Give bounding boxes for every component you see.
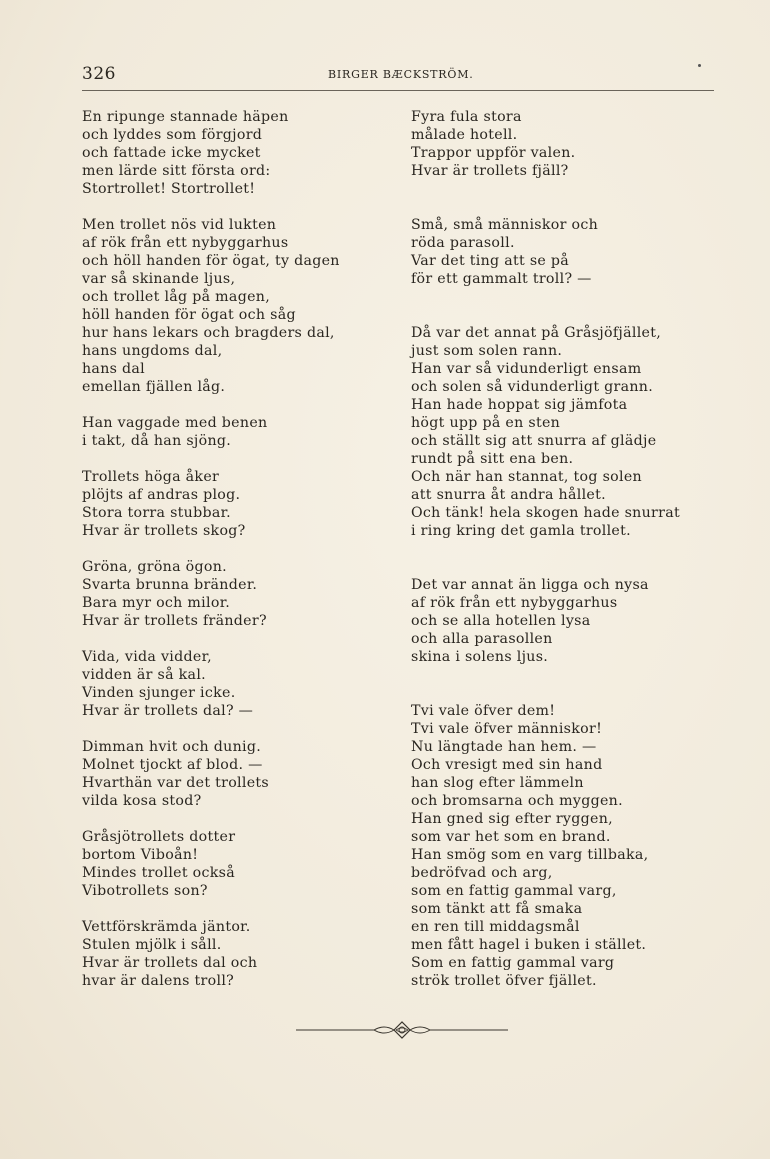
poem-line: och ställt sig att snurra af glädje bbox=[411, 433, 657, 449]
poem-line: Men trollet nös vid lukten bbox=[82, 217, 277, 233]
poem-line: och höll handen för ögat, ty dagen bbox=[82, 253, 340, 269]
poem-line: Små, små människor och bbox=[411, 217, 599, 233]
stanza bbox=[411, 216, 731, 288]
poem-line: Han smög som en varg tillbaka, bbox=[411, 847, 649, 863]
poem-line: Han var så vidunderligt ensam bbox=[411, 361, 642, 377]
poem-line: hans dal bbox=[82, 361, 146, 377]
left-poem-column bbox=[82, 108, 382, 990]
poem-line: strök trollet öfver fjället. bbox=[411, 973, 597, 989]
poem-line: och solen så vidunderligt grann. bbox=[411, 379, 654, 395]
poem-line: Vinden sjunger icke. bbox=[82, 685, 236, 701]
poem-line: och alla parasollen bbox=[411, 631, 553, 647]
poem-line: höll handen för ögat och såg bbox=[82, 307, 296, 323]
poem-line: Han vaggade med benen bbox=[82, 415, 268, 431]
page-header bbox=[82, 64, 714, 91]
stanza bbox=[82, 216, 382, 396]
poem-line: Hvar är trollets dal och bbox=[82, 955, 258, 971]
poem-line: var så skinande ljus, bbox=[82, 271, 236, 287]
poem-line: Hvar är trollets fränder? bbox=[82, 613, 267, 629]
poem-line: Stortrollet! Stortrollet! bbox=[82, 181, 256, 197]
poem-line: vidden är så kal. bbox=[82, 667, 206, 683]
poem-line: bortom Viboån! bbox=[82, 847, 199, 863]
poem-line: Gröna, gröna ögon. bbox=[82, 559, 227, 575]
poem-line: Stora torra stubbar. bbox=[82, 505, 231, 521]
poem-line: Tvi vale öfver människor! bbox=[411, 721, 603, 737]
poem-line: hvar är dalens troll? bbox=[82, 973, 235, 989]
poem-line: Trollets höga åker bbox=[82, 469, 220, 485]
stanza bbox=[82, 108, 382, 198]
poem-line: men lärde sitt första ord: bbox=[82, 163, 271, 179]
stanza bbox=[411, 108, 731, 180]
stanza bbox=[82, 468, 382, 540]
poem-line: och bromsarna och myggen. bbox=[411, 793, 623, 809]
poem-line: i takt, då han sjöng. bbox=[82, 433, 232, 449]
speck bbox=[698, 64, 701, 67]
poem-line: en ren till middagsmål bbox=[411, 919, 580, 935]
right-poem-column bbox=[411, 108, 731, 990]
poem-line: Mindes trollet också bbox=[82, 865, 236, 881]
poem-line: Då var det annat på Gråsjöfjället, bbox=[411, 325, 662, 341]
poem-line: af rök från ett nybyggarhus bbox=[82, 235, 289, 251]
poem-line: och fattade icke mycket bbox=[82, 145, 261, 161]
poem-line: Och vresigt med sin hand bbox=[411, 757, 603, 773]
poem-line: bedröfvad och arg, bbox=[411, 865, 553, 881]
poem-line: Hvar är trollets dal? — bbox=[82, 703, 254, 719]
poem-line: Och när han stannat, tog solen bbox=[411, 469, 642, 485]
poem-line: målade hotell. bbox=[411, 127, 518, 143]
poem-line: Bara myr och milor. bbox=[82, 595, 231, 611]
poem-line: och se alla hotellen lysa bbox=[411, 613, 591, 629]
poem-line: Fyra fula stora bbox=[411, 109, 522, 125]
poem-line: Hvar är trollets fjäll? bbox=[411, 163, 569, 179]
poem-line: men fått hagel i buken i stället. bbox=[411, 937, 647, 953]
poem-line: att snurra åt andra hållet. bbox=[411, 487, 606, 503]
poem-line: just som solen rann. bbox=[411, 343, 563, 359]
poem-line: Som en fattig gammal varg bbox=[411, 955, 615, 971]
poem-line: skina i solens ljus. bbox=[411, 649, 549, 665]
stanza bbox=[82, 738, 382, 810]
poem-line: Svarta brunna bränder. bbox=[82, 577, 258, 593]
poem-line: högt upp på en sten bbox=[411, 415, 561, 431]
stanza bbox=[82, 558, 382, 630]
poem-line: som var het som en brand. bbox=[411, 829, 611, 845]
poem-line: i ring kring det gamla trollet. bbox=[411, 523, 631, 539]
poem-line: af rök från ett nybyggarhus bbox=[411, 595, 618, 611]
stanza bbox=[411, 576, 731, 666]
poem-line: och trollet låg på magen, bbox=[82, 289, 271, 305]
poem-line: hur hans lekars och bragders dal, bbox=[82, 325, 335, 341]
poem-line: Hvar är trollets skog? bbox=[82, 523, 246, 539]
running-head: BIRGER BÆCKSTRÖM. bbox=[328, 68, 474, 81]
poem-line: Han hade hoppat sig jämfota bbox=[411, 397, 628, 413]
poem-line: och lyddes som förgjord bbox=[82, 127, 263, 143]
poem-line: Det var annat än ligga och nysa bbox=[411, 577, 649, 593]
poem-line: rundt på sitt ena ben. bbox=[411, 451, 574, 467]
poem-line: hans ungdoms dal, bbox=[82, 343, 223, 359]
poem-line: han slog efter lämmeln bbox=[411, 775, 584, 791]
stanza bbox=[411, 324, 731, 540]
poem-line: som tänkt att få smaka bbox=[411, 901, 583, 917]
poem-line: för ett gammalt troll? — bbox=[411, 271, 592, 287]
poem-line: Gråsjötrollets dotter bbox=[82, 829, 236, 845]
poem-line: som en fattig gammal varg, bbox=[411, 883, 617, 899]
poem-line: Vida, vida vidder, bbox=[82, 649, 212, 665]
poem-line: emellan fjällen låg. bbox=[82, 379, 226, 395]
page-number: 326 bbox=[82, 64, 116, 84]
poem-line: En ripunge stannade häpen bbox=[82, 109, 289, 125]
poem-line: Hvarthän var det trollets bbox=[82, 775, 270, 791]
ornament-divider-icon bbox=[296, 1018, 508, 1042]
poem-line: Trappor uppför valen. bbox=[411, 145, 576, 161]
stanza bbox=[82, 648, 382, 720]
poem-line: Stulen mjölk i såll. bbox=[82, 937, 222, 953]
stanza bbox=[82, 828, 382, 900]
poem-line: plöjts af andras plog. bbox=[82, 487, 241, 503]
poem-line: Dimman hvit och dunig. bbox=[82, 739, 262, 755]
poem-line: Vettförskrämda jäntor. bbox=[82, 919, 251, 935]
poem-line: Och tänk! hela skogen hade snurrat bbox=[411, 505, 680, 521]
stanza bbox=[411, 702, 731, 990]
poem-line: Var det ting att se på bbox=[411, 253, 570, 269]
poem-line: Vibotrollets son? bbox=[82, 883, 208, 899]
poem-line: Han gned sig efter ryggen, bbox=[411, 811, 613, 827]
poem-line: Nu längtade han hem. — bbox=[411, 739, 597, 755]
poem-line: röda parasoll. bbox=[411, 235, 515, 251]
stanza bbox=[82, 414, 382, 450]
stanza bbox=[82, 918, 382, 990]
poem-line: Molnet tjockt af blod. — bbox=[82, 757, 263, 773]
poem-line: vilda kosa stod? bbox=[82, 793, 202, 809]
poem-line: Tvi vale öfver dem! bbox=[411, 703, 556, 719]
